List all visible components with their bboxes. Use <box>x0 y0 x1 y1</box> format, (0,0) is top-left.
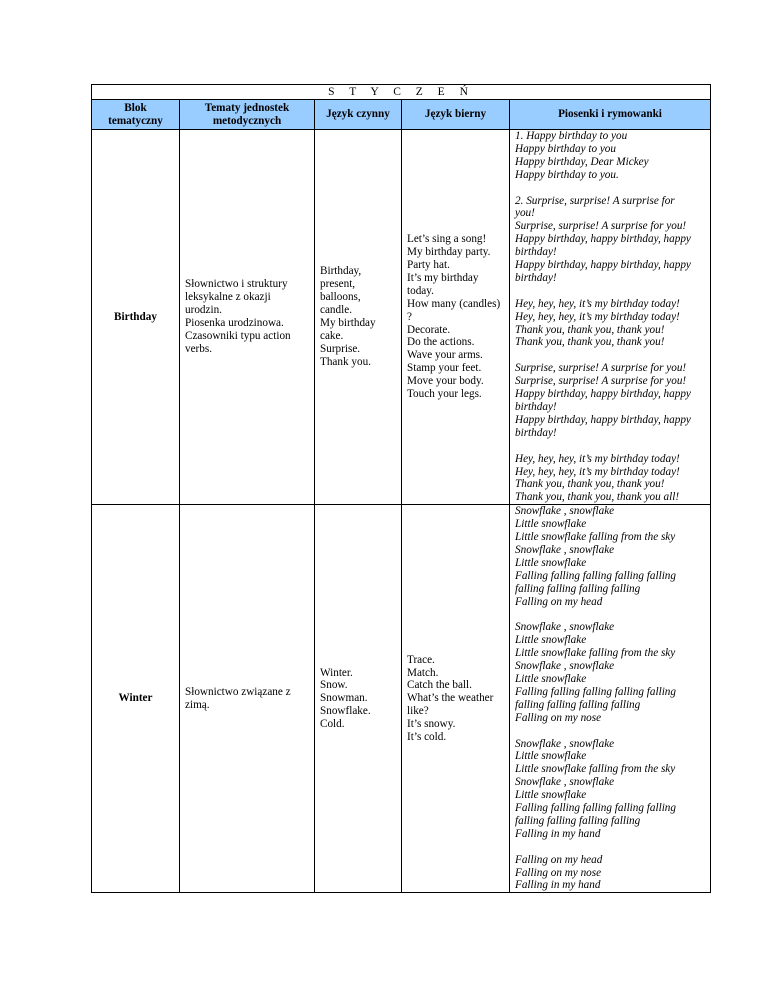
topics-cell: Słownictwo i struktury leksykalne z okazji urodzin. Piosenka urodzinowa. Czasowniki typu action verbs. <box>180 130 315 505</box>
active-language-cell: Winter. Snow. Snowman. Snowflake. Cold. <box>315 505 402 893</box>
header-topics: Tematy jednostek metodycznych <box>180 100 315 130</box>
header-songs: Piosenki i rymowanki <box>510 100 711 130</box>
song-stanza: Snowflake , snowflake Little snowflake Little snowflake falling from the sky Snowflake , snowflake Little snowflake Falling falling falling falling falling falling falling falling falling Falling on my nose <box>515 621 676 724</box>
active-language-cell: Birthday, present, balloons, candle. My birthday cake. Surprise. Thank you. <box>315 130 402 505</box>
curriculum-table <box>91 84 711 893</box>
table-row <box>92 130 711 505</box>
song-stanza: 1. Happy birthday to you Happy birthday to you Happy birthday, Dear Mickey Happy birthday to you. <box>515 130 649 181</box>
song-stanza: Falling on my head Falling on my nose Falling in my hand <box>515 853 603 892</box>
table-row <box>92 505 711 893</box>
month-row <box>92 85 711 100</box>
passive-language-cell: Trace. Match. Catch the ball. What’s the weather like? It’s snowy. It’s cold. <box>402 505 510 893</box>
passive-language-cell: Let’s sing a song! My birthday party. Party hat. It’s my birthday today. How many (candles) ? Decorate. Do the actions. Wave your arms. Stamp your feet. Move your body. Touch your legs. <box>402 130 510 505</box>
songs-cell <box>510 505 711 893</box>
topics-cell: Słownictwo związane z zimą. <box>180 505 315 893</box>
song-stanza: Hey, hey, hey, it’s my birthday today! Hey, hey, hey, it’s my birthday today! Thank you, thank you, thank you! Thank you, thank you, thank you all! <box>515 452 680 504</box>
header-active-language: Język czynny <box>315 100 402 130</box>
month-title: S T Y C Z E Ń <box>92 85 711 100</box>
header-passive-language: Język bierny <box>402 100 510 130</box>
song-stanza: Hey, hey, hey, it’s my birthday today! Hey, hey, hey, it’s my birthday today! Thank you, thank you, thank you! Thank you, thank you, thank you! <box>515 297 680 349</box>
block-cell: Birthday <box>92 130 180 505</box>
song-stanza: Snowflake , snowflake Little snowflake Little snowflake falling from the sky Snowflake , snowflake Little snowflake Falling falling falling falling falling falling falling falling falling Falling in my hand <box>515 737 676 840</box>
song-stanza: Snowflake , snowflake Little snowflake Little snowflake falling from the sky Snowflake , snowflake Little snowflake Falling falling falling falling falling falling falling falling falling Falling on my head <box>515 505 676 608</box>
songs-cell <box>510 130 711 505</box>
block-cell: Winter <box>92 505 180 893</box>
header-row <box>92 100 711 130</box>
song-stanza: 2. Surprise, surprise! A surprise for you! Surprise, surprise! A surprise for you! Happy birthday, happy birthday, happy birthday! Happy birthday, happy birthday, happy birthday! <box>515 194 691 284</box>
song-stanza: Surprise, surprise! A surprise for you! Surprise, surprise! A surprise for you! Happy birthday, happy birthday, happy birthday! Happy birthday, happy birthday, happy birthday! <box>515 362 691 439</box>
header-block: Blok tematyczny <box>92 100 180 130</box>
